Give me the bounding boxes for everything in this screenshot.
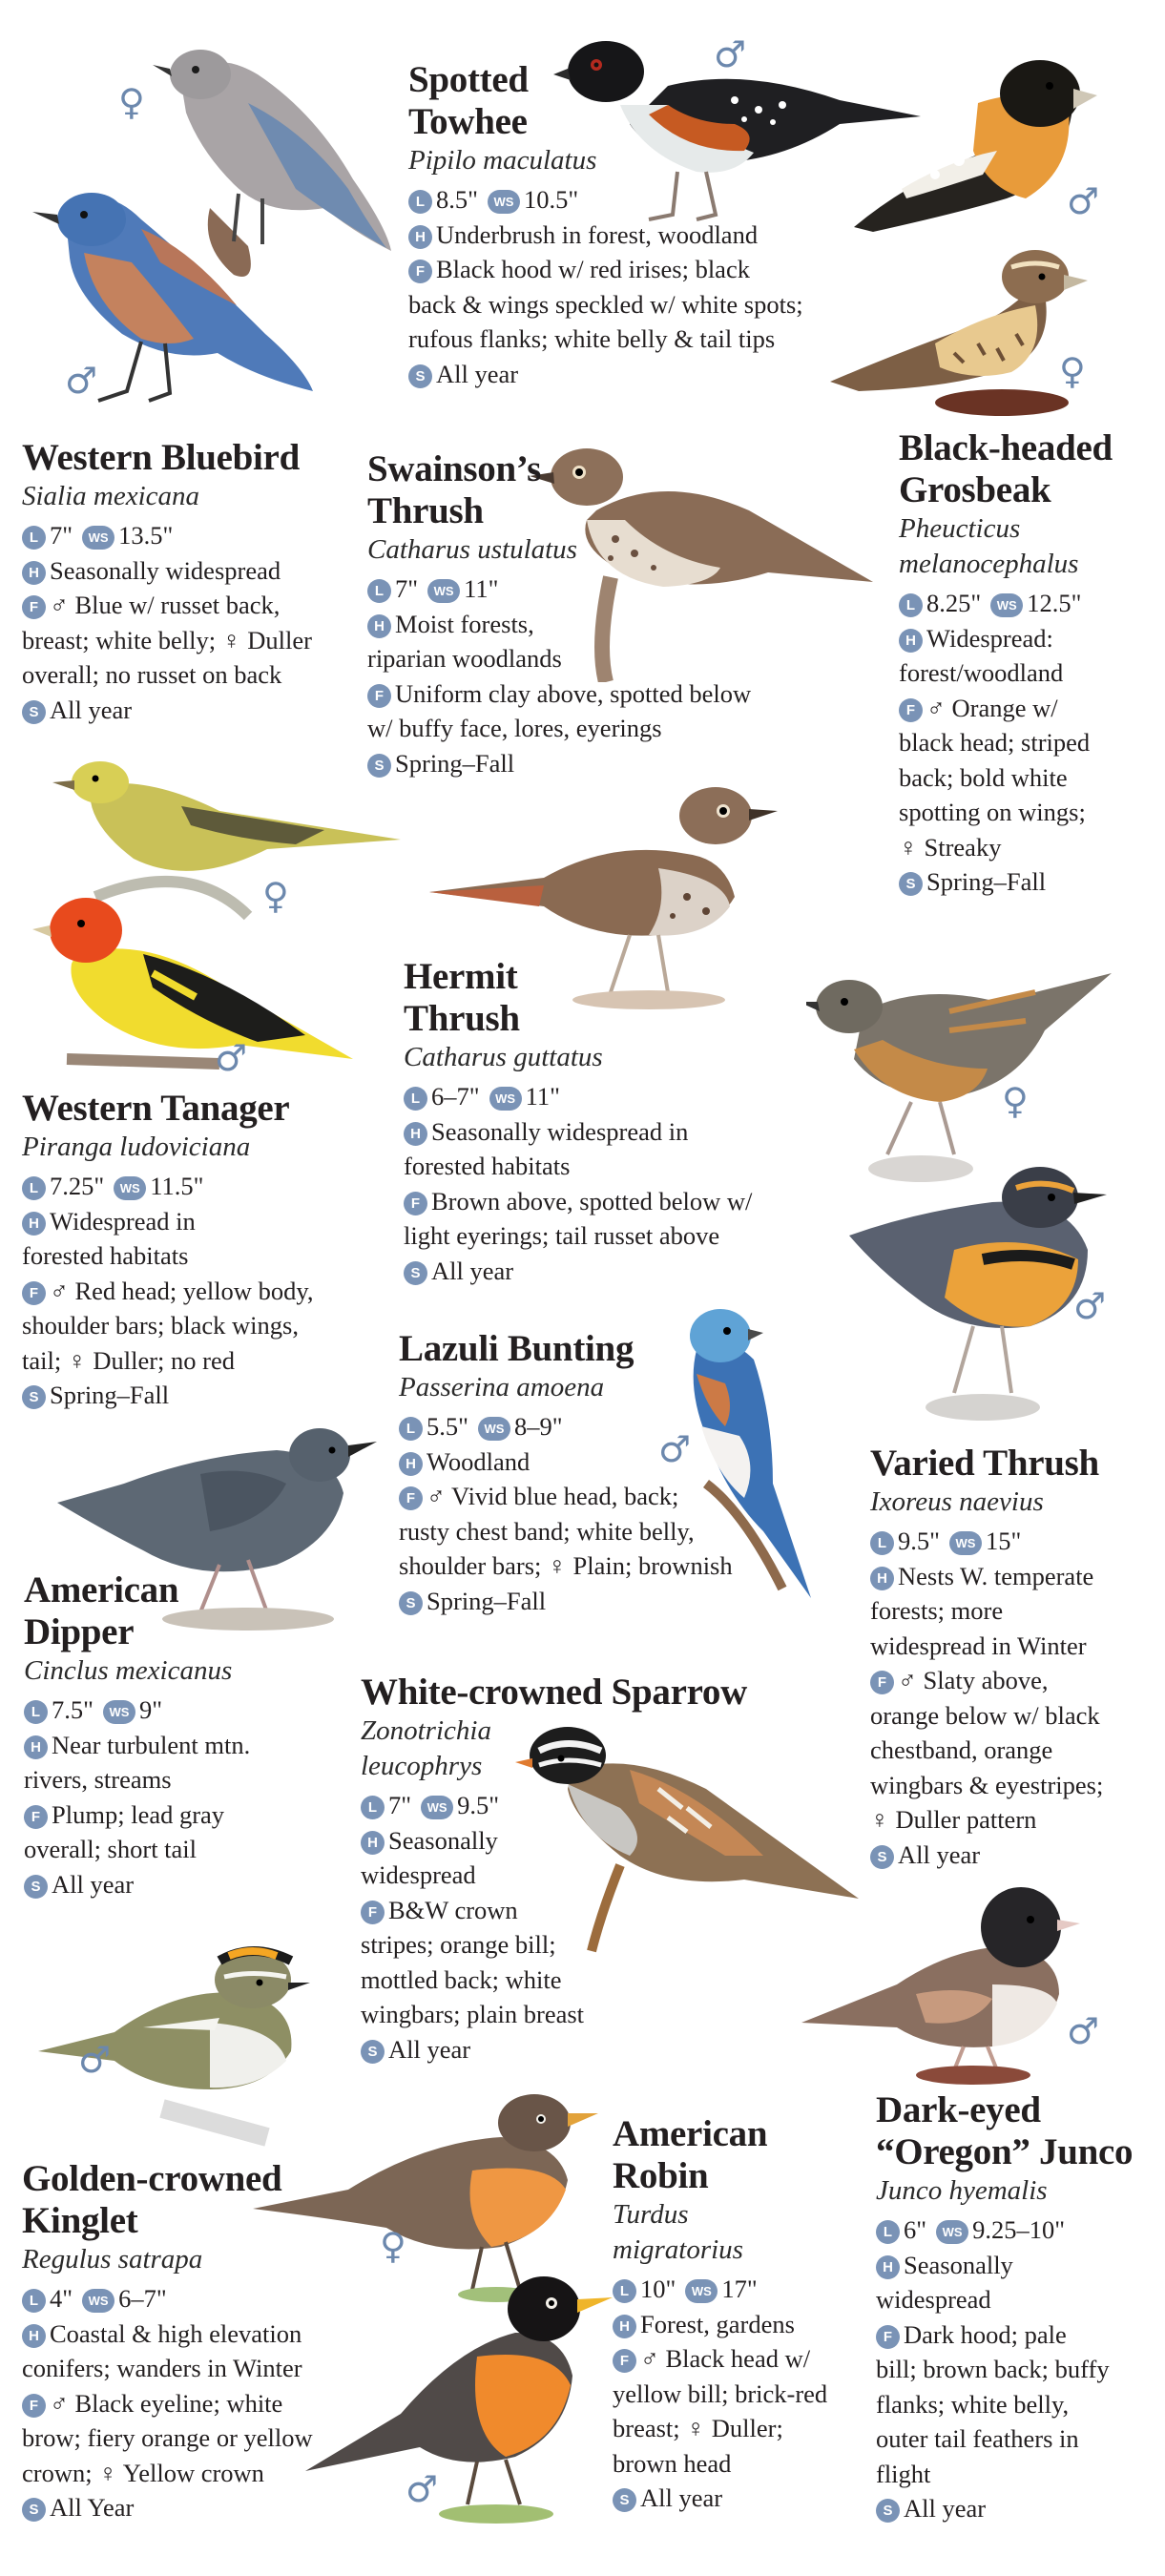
scientific-name: Regulus satrapa bbox=[22, 2244, 203, 2275]
length-icon: L bbox=[408, 190, 432, 214]
species-name: Lazuli Bunting bbox=[399, 1328, 635, 1369]
length-icon: L bbox=[22, 1176, 46, 1200]
season-icon: S bbox=[22, 2498, 46, 2522]
field-marks-icon: F bbox=[22, 1281, 46, 1305]
habitat-line: H Forest, gardens bbox=[613, 2307, 880, 2342]
season-icon: S bbox=[408, 364, 432, 388]
size-line: L 10" WS 17" bbox=[613, 2272, 880, 2307]
wingspan-icon: WS bbox=[990, 593, 1023, 617]
wingspan-icon: WS bbox=[114, 1176, 146, 1200]
female-symbol: ♀ bbox=[1059, 350, 1086, 392]
season-icon: S bbox=[399, 1591, 423, 1615]
season-line: S Spring–Fall bbox=[899, 864, 1161, 900]
field-marks-line: F ♂ Blue w/ russet back, breast; white belly; ♀ Duller overall; no russet on back bbox=[22, 591, 312, 689]
species-name: Spotted Towhee bbox=[408, 59, 529, 142]
species-name: American Robin bbox=[613, 2113, 768, 2196]
size-line: L 7" WS 9.5" bbox=[361, 1788, 819, 1823]
species-entry-dark-eyed-junco bbox=[876, 2089, 1162, 2526]
scientific-name: Piranga ludoviciana bbox=[22, 1132, 251, 1162]
habitat-line: H Near turbulent mtn. rivers, streams bbox=[24, 1730, 251, 1794]
length-icon: L bbox=[361, 1796, 385, 1819]
scientific-name: Passerina amoena bbox=[399, 1372, 605, 1402]
habitat-line: H Seasonally widespread bbox=[22, 553, 385, 589]
length-icon: L bbox=[404, 1087, 427, 1111]
habitat-line: H Widespread in forested habitats bbox=[22, 1206, 196, 1270]
size-line: L 7.25" WS 11.5" bbox=[22, 1169, 404, 1204]
scientific-name: Sialia mexicana bbox=[22, 481, 200, 511]
male-symbol: ♂ bbox=[714, 33, 747, 75]
field-marks-line: F ♂ Black eyeline; white brow; fiery orange or yellow crown; ♀ Yellow crown bbox=[22, 2388, 313, 2487]
field-marks-icon: F bbox=[367, 684, 391, 708]
female-symbol: ♀ bbox=[380, 2225, 406, 2267]
species-entry-american-robin bbox=[613, 2113, 880, 2516]
field-marks-line: F ♂ Red head; yellow body, shoulder bars; black wings, tail; ♀ Duller; no red bbox=[22, 1276, 314, 1375]
field-marks-icon: F bbox=[399, 1486, 423, 1510]
habitat-icon: H bbox=[361, 1831, 385, 1855]
size-line: L 6–7" WS 11" bbox=[404, 1079, 804, 1114]
field-marks-line: F Black hood w/ red irises; black back & wings speckled w/ white spots; rufous flanks; white belly & tail tips bbox=[408, 255, 803, 353]
species-name: Hermit Thrush bbox=[404, 956, 520, 1039]
season-line: S All year bbox=[870, 1838, 1161, 1873]
season-line: S Spring–Fall bbox=[367, 746, 787, 781]
wingspan-icon: WS bbox=[489, 1087, 522, 1111]
species-entry-golden-crowned-kinglet bbox=[22, 2158, 385, 2525]
scientific-name: Turdus migratorius bbox=[613, 2199, 743, 2265]
habitat-icon: H bbox=[404, 1122, 427, 1146]
species-entry-black-headed-grosbeak bbox=[899, 427, 1161, 900]
habitat-icon: H bbox=[399, 1452, 423, 1476]
male-symbol: ♂ bbox=[658, 1428, 692, 1470]
species-entry-swainsons-thrush bbox=[367, 448, 787, 780]
wingspan-icon: WS bbox=[488, 190, 520, 214]
scientific-name: Ixoreus naevius bbox=[870, 1486, 1044, 1517]
season-line: S All year bbox=[876, 2491, 1162, 2526]
species-name: American Dipper bbox=[24, 1569, 179, 1652]
field-marks-icon: F bbox=[22, 595, 46, 619]
season-icon: S bbox=[870, 1845, 894, 1869]
species-entry-spotted-towhee bbox=[408, 59, 828, 391]
season-line: S All year bbox=[22, 693, 385, 728]
size-line: L 7" WS 13.5" bbox=[22, 518, 385, 553]
wingspan-icon: WS bbox=[421, 1796, 453, 1819]
habitat-icon: H bbox=[24, 1735, 48, 1759]
habitat-icon: H bbox=[899, 629, 923, 653]
field-marks-icon: F bbox=[870, 1671, 894, 1694]
field-marks-line: F B&W crown stripes; orange bill; mottled back; white wingbars; plain breast bbox=[361, 1895, 585, 2028]
season-icon: S bbox=[367, 754, 391, 778]
male-symbol: ♂ bbox=[1067, 180, 1100, 222]
size-line: L 8.25" WS 12.5" bbox=[899, 586, 1161, 621]
habitat-icon: H bbox=[870, 1567, 894, 1590]
species-name: Dark-eyed “Oregon” Junco bbox=[876, 2089, 1134, 2172]
scientific-name: Pipilo maculatus bbox=[408, 145, 597, 176]
season-line: S Spring–Fall bbox=[22, 1378, 404, 1413]
species-name: Western Bluebird bbox=[22, 437, 300, 478]
season-line: S All year bbox=[404, 1254, 804, 1289]
season-icon: S bbox=[899, 872, 923, 896]
habitat-icon: H bbox=[367, 614, 391, 638]
wingspan-icon: WS bbox=[103, 1700, 135, 1724]
season-icon: S bbox=[613, 2488, 636, 2512]
species-name: Black-headed Grosbeak bbox=[899, 427, 1113, 510]
field-marks-icon: F bbox=[22, 2394, 46, 2418]
field-marks-line: F Dark hood; pale bill; brown back; buffy flanks; white belly, outer tail feathers in flight bbox=[876, 2319, 1110, 2488]
species-name: White-crowned Sparrow bbox=[361, 1672, 747, 1713]
scientific-name: Junco hyemalis bbox=[876, 2175, 1048, 2206]
species-entry-american-dipper bbox=[24, 1569, 339, 1901]
habitat-line: H Widespread: forest/woodland bbox=[899, 623, 1064, 687]
scientific-name: Catharus guttatus bbox=[404, 1042, 603, 1072]
field-marks-icon: F bbox=[404, 1192, 427, 1215]
size-line: L 6" WS 9.25–10" bbox=[876, 2212, 1162, 2248]
western-tanager-male-illustration bbox=[29, 875, 372, 1088]
length-icon: L bbox=[367, 579, 391, 603]
habitat-icon: H bbox=[408, 225, 432, 249]
length-icon: L bbox=[870, 1531, 894, 1555]
wingspan-icon: WS bbox=[478, 1417, 510, 1441]
habitat-line: H Seasonally widespread bbox=[876, 2250, 1013, 2314]
habitat-icon: H bbox=[22, 1212, 46, 1236]
female-symbol: ♀ bbox=[118, 81, 145, 123]
field-marks-line: F ♂ Vivid blue head, back; rusty chest band; white belly, shoulder bars; ♀ Plain; brownish bbox=[399, 1482, 733, 1580]
field-marks-line: F Brown above, spotted below w/ light eyerings; tail russet above bbox=[404, 1186, 753, 1250]
species-name: Swainson’s Thrush bbox=[367, 448, 541, 531]
field-marks-line: F ♂ Black head w/ yellow bill; brick-red breast; ♀ Duller; brown head bbox=[613, 2344, 828, 2478]
length-icon: L bbox=[24, 1700, 48, 1724]
season-line: S All year bbox=[24, 1867, 339, 1902]
habitat-line: H Nests W. temperate forests; more widespread in Winter bbox=[870, 1561, 1094, 1660]
male-symbol: ♂ bbox=[1067, 2010, 1100, 2052]
field-marks-line: F ♂ Orange w/ black head; striped back; bold white spotting on wings; ♀ Streaky bbox=[899, 693, 1091, 862]
habitat-line: H Coastal & high elevation conifers; wanders in Winter bbox=[22, 2318, 302, 2382]
scientific-name: Cinclus mexicanus bbox=[24, 1655, 233, 1686]
season-icon: S bbox=[22, 1385, 46, 1409]
habitat-line: H Moist forests, riparian woodlands bbox=[367, 609, 562, 673]
field-marks-line: F ♂ Slaty above, orange below w/ black chestband, orange wingbars & eyestripes; ♀ Duller pattern bbox=[870, 1666, 1104, 1834]
size-line: L 4" WS 6–7" bbox=[22, 2281, 385, 2316]
wingspan-icon: WS bbox=[427, 579, 460, 603]
field-marks-icon: F bbox=[24, 1805, 48, 1829]
black-headed-grosbeak-female-illustration bbox=[821, 239, 1097, 420]
scientific-name: Pheucticus melanocephalus bbox=[899, 513, 1079, 579]
field-marks-line: F Uniform clay above, spotted below w/ buffy face, lores, eyerings bbox=[367, 678, 752, 742]
season-icon: S bbox=[22, 700, 46, 724]
male-symbol: ♂ bbox=[78, 2039, 112, 2081]
habitat-icon: H bbox=[613, 2315, 636, 2338]
length-icon: L bbox=[399, 1417, 423, 1441]
field-marks-line: F Plump; lead gray overall; short tail bbox=[24, 1799, 225, 1863]
field-marks-icon: F bbox=[899, 698, 923, 722]
male-symbol: ♂ bbox=[406, 2468, 439, 2510]
field-marks-icon: F bbox=[361, 1901, 385, 1924]
species-entry-lazuli-bunting bbox=[399, 1328, 800, 1618]
size-line: L 8.5" WS 10.5" bbox=[408, 182, 828, 218]
species-name: Western Tanager bbox=[22, 1088, 290, 1129]
female-symbol: ♀ bbox=[262, 875, 289, 917]
species-entry-western-tanager bbox=[22, 1088, 404, 1413]
season-icon: S bbox=[876, 2499, 900, 2523]
habitat-icon: H bbox=[22, 2324, 46, 2348]
field-marks-icon: F bbox=[613, 2349, 636, 2373]
species-entry-hermit-thrush bbox=[404, 956, 804, 1288]
scientific-name: Zonotrichia leucophrys bbox=[361, 1715, 491, 1781]
wingspan-icon: WS bbox=[82, 526, 114, 550]
species-entry-white-crowned-sparrow bbox=[361, 1672, 819, 2067]
dark-eyed-junco-illustration bbox=[801, 1870, 1100, 2089]
habitat-icon: H bbox=[22, 561, 46, 585]
female-symbol: ♀ bbox=[1002, 1080, 1029, 1122]
length-icon: L bbox=[899, 593, 923, 617]
habitat-icon: H bbox=[876, 2255, 900, 2279]
season-line: S Spring–Fall bbox=[399, 1584, 800, 1619]
season-line: S All Year bbox=[22, 2490, 385, 2525]
season-line: S All year bbox=[361, 2032, 819, 2067]
wingspan-icon: WS bbox=[949, 1531, 982, 1555]
habitat-line: H Seasonally widespread in forested habitats bbox=[404, 1116, 689, 1180]
species-name: Golden-crowned Kinglet bbox=[22, 2158, 282, 2241]
male-symbol: ♂ bbox=[65, 360, 98, 402]
season-icon: S bbox=[361, 2040, 385, 2064]
species-entry-varied-thrush bbox=[870, 1443, 1161, 1872]
size-line: L 9.5" WS 15" bbox=[870, 1524, 1161, 1559]
habitat-line: H Underbrush in forest, woodland bbox=[408, 218, 828, 253]
length-icon: L bbox=[22, 2289, 46, 2313]
season-icon: S bbox=[404, 1261, 427, 1285]
species-name: Varied Thrush bbox=[870, 1443, 1099, 1484]
wingspan-icon: WS bbox=[685, 2279, 718, 2303]
species-entry-western-bluebird bbox=[22, 437, 385, 727]
size-line: L 7.5" WS 9" bbox=[24, 1693, 339, 1728]
season-icon: S bbox=[24, 1875, 48, 1899]
habitat-line: H Woodland bbox=[399, 1444, 800, 1480]
size-line: L 7" WS 11" bbox=[367, 571, 787, 607]
scientific-name: Catharus ustulatus bbox=[367, 534, 577, 565]
size-line: L 5.5" WS 8–9" bbox=[399, 1409, 800, 1444]
length-icon: L bbox=[613, 2279, 636, 2303]
field-marks-icon: F bbox=[408, 260, 432, 283]
season-line: S All year bbox=[408, 357, 828, 392]
wingspan-icon: WS bbox=[82, 2289, 114, 2313]
male-symbol: ♂ bbox=[1073, 1285, 1107, 1327]
season-line: S All year bbox=[613, 2481, 880, 2516]
length-icon: L bbox=[876, 2220, 900, 2244]
length-icon: L bbox=[22, 526, 46, 550]
habitat-line: H Seasonally widespread bbox=[361, 1825, 498, 1889]
wingspan-icon: WS bbox=[936, 2220, 968, 2244]
field-marks-icon: F bbox=[876, 2325, 900, 2349]
male-symbol: ♂ bbox=[215, 1037, 248, 1079]
